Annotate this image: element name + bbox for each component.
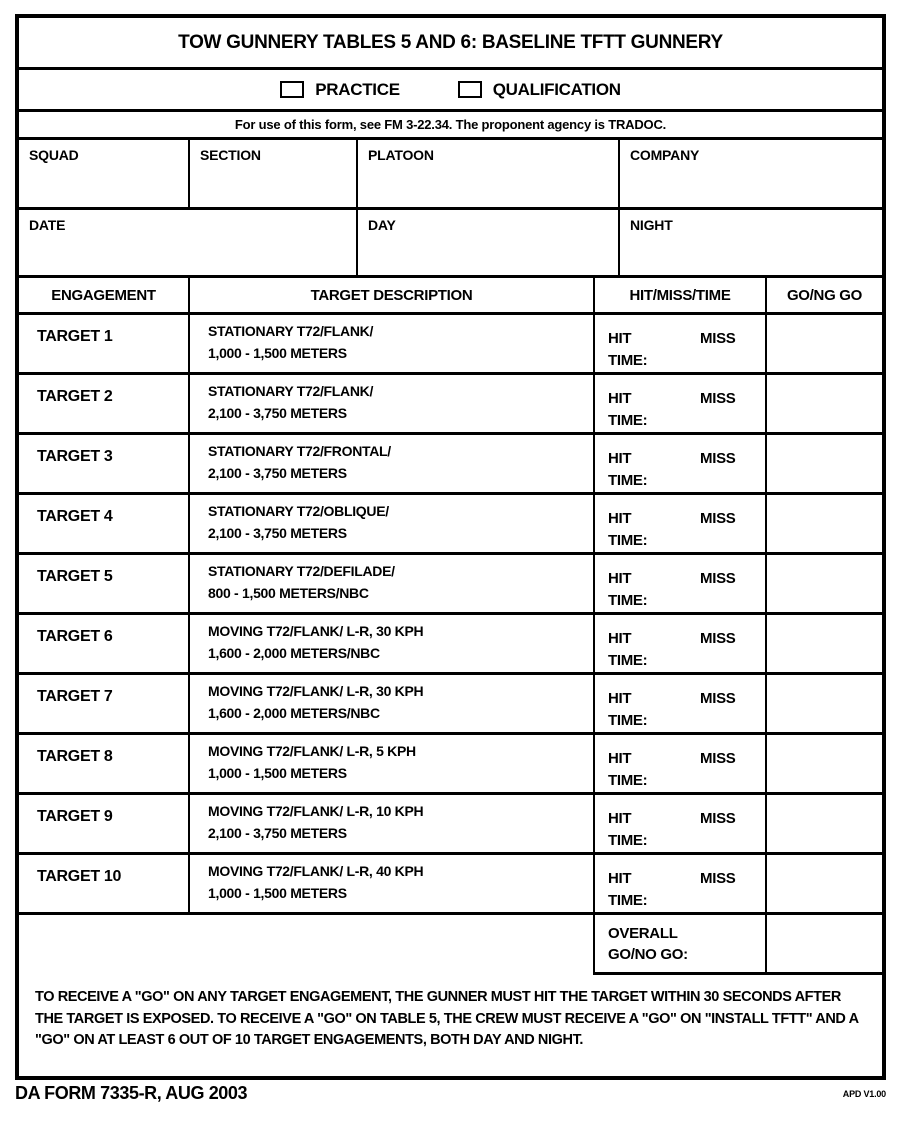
description-line1: STATIONARY T72/DEFILADE/ xyxy=(208,563,395,579)
time-field[interactable]: TIME: xyxy=(608,532,648,549)
miss-option[interactable]: MISS xyxy=(700,330,736,347)
description-line1: MOVING T72/FLANK/ L-R, 30 KPH xyxy=(208,683,424,699)
hit-option[interactable]: HIT xyxy=(608,450,632,467)
engagement-cell xyxy=(19,315,190,372)
description-line1: MOVING T72/FLANK/ L-R, 10 KPH xyxy=(208,803,424,819)
hit-miss-time-cell xyxy=(595,615,767,672)
description-line2: 2,100 - 3,750 METERS xyxy=(208,824,347,841)
hit-miss-time-cell xyxy=(595,375,767,432)
target-row xyxy=(19,795,882,855)
engagement-cell xyxy=(19,735,190,792)
da-form-7335r xyxy=(15,14,886,1080)
description-line2: 1,600 - 2,000 METERS/NBC xyxy=(208,704,380,721)
miss-option[interactable]: MISS xyxy=(700,390,736,407)
engagement-cell xyxy=(19,435,190,492)
miss-option[interactable]: MISS xyxy=(700,810,736,827)
time-field[interactable]: TIME: xyxy=(608,832,648,849)
target-row xyxy=(19,735,882,795)
engagement-cell xyxy=(19,795,190,852)
description-line2: 2,100 - 3,750 METERS xyxy=(208,464,347,481)
description-line1: STATIONARY T72/FRONTAL/ xyxy=(208,443,391,459)
header-hit-miss-time: HIT/MISS/TIME xyxy=(595,278,767,312)
section-field[interactable] xyxy=(190,140,358,207)
miss-option[interactable]: MISS xyxy=(700,630,736,647)
miss-option[interactable]: MISS xyxy=(700,570,736,587)
description-line2: 800 - 1,500 METERS/NBC xyxy=(208,584,369,601)
engagement-label: TARGET 10 xyxy=(37,868,122,885)
practice-checkbox[interactable] xyxy=(280,81,304,98)
hit-option[interactable]: HIT xyxy=(608,330,632,347)
go-no-go-cell[interactable] xyxy=(767,855,882,912)
hit-option[interactable]: HIT xyxy=(608,750,632,767)
miss-option[interactable]: MISS xyxy=(700,870,736,887)
go-no-go-cell[interactable] xyxy=(767,615,882,672)
go-no-go-cell[interactable] xyxy=(767,315,882,372)
target-row xyxy=(19,615,882,675)
target-row xyxy=(19,315,882,375)
go-no-go-cell[interactable] xyxy=(767,435,882,492)
engagement-label: TARGET 9 xyxy=(37,808,113,825)
bottom-section xyxy=(19,915,882,1076)
miss-option[interactable]: MISS xyxy=(700,750,736,767)
mode-selection-row xyxy=(19,70,882,112)
engagement-cell xyxy=(19,855,190,912)
engagement-cell xyxy=(19,495,190,552)
day-label: DAY xyxy=(368,217,396,233)
description-line1: MOVING T72/FLANK/ L-R, 30 KPH xyxy=(208,623,424,639)
miss-option[interactable]: MISS xyxy=(700,690,736,707)
day-field[interactable] xyxy=(358,210,620,275)
description-line1: STATIONARY T72/OBLIQUE/ xyxy=(208,503,389,519)
go-no-go-cell[interactable] xyxy=(767,495,882,552)
go-no-go-cell[interactable] xyxy=(767,735,882,792)
practice-option xyxy=(280,80,400,100)
time-field[interactable]: TIME: xyxy=(608,472,648,489)
target-row xyxy=(19,375,882,435)
hit-miss-time-cell xyxy=(595,435,767,492)
overall-go-no-go-box xyxy=(593,915,882,975)
title-row xyxy=(19,18,882,70)
description-cell xyxy=(190,675,595,732)
hit-option[interactable]: HIT xyxy=(608,570,632,587)
table-header-row xyxy=(19,278,882,315)
engagement-label: TARGET 2 xyxy=(37,388,113,405)
hit-miss-time-cell xyxy=(595,795,767,852)
go-no-go-cell[interactable] xyxy=(767,555,882,612)
description-line1: MOVING T72/FLANK/ L-R, 40 KPH xyxy=(208,863,424,879)
hit-miss-time-cell xyxy=(595,735,767,792)
hit-option[interactable]: HIT xyxy=(608,390,632,407)
description-line2: 2,100 - 3,750 METERS xyxy=(208,404,347,421)
practice-label: PRACTICE xyxy=(315,79,400,99)
time-field[interactable]: TIME: xyxy=(608,412,648,429)
hit-option[interactable]: HIT xyxy=(608,870,632,887)
miss-option[interactable]: MISS xyxy=(700,450,736,467)
time-field[interactable]: TIME: xyxy=(608,652,648,669)
company-label: COMPANY xyxy=(630,147,700,163)
overall-result-cell[interactable] xyxy=(767,915,882,972)
time-field[interactable]: TIME: xyxy=(608,352,648,369)
platoon-field[interactable] xyxy=(358,140,620,207)
engagement-label: TARGET 7 xyxy=(37,688,113,705)
engagement-label: TARGET 3 xyxy=(37,448,113,465)
hit-option[interactable]: HIT xyxy=(608,630,632,647)
squad-field[interactable] xyxy=(19,140,190,207)
time-field[interactable]: TIME: xyxy=(608,712,648,729)
description-line2: 1,000 - 1,500 METERS xyxy=(208,764,347,781)
date-label: DATE xyxy=(29,217,66,233)
target-rows-container xyxy=(19,315,882,915)
description-cell xyxy=(190,435,595,492)
page-footer xyxy=(15,1083,886,1104)
engagement-cell xyxy=(19,615,190,672)
hit-option[interactable]: HIT xyxy=(608,690,632,707)
hit-miss-time-cell xyxy=(595,855,767,912)
description-cell xyxy=(190,315,595,372)
company-field[interactable] xyxy=(620,140,882,207)
description-line2: 2,100 - 3,750 METERS xyxy=(208,524,347,541)
description-line1: STATIONARY T72/FLANK/ xyxy=(208,383,374,399)
hit-miss-time-cell xyxy=(595,495,767,552)
section-label: SECTION xyxy=(200,147,261,163)
engagement-cell xyxy=(19,555,190,612)
miss-option[interactable]: MISS xyxy=(700,510,736,527)
header-go-ng-go: GO/NG GO xyxy=(786,286,863,304)
unit-info-row xyxy=(19,140,882,210)
date-time-row xyxy=(19,210,882,278)
target-row xyxy=(19,855,882,915)
form-title: TOW GUNNERY TABLES 5 AND 6: BASELINE TFTT GUNNERY xyxy=(178,31,723,53)
hit-miss-time-cell xyxy=(595,675,767,732)
night-label: NIGHT xyxy=(630,217,673,233)
target-row xyxy=(19,675,882,735)
go-no-go-cell[interactable] xyxy=(767,375,882,432)
target-row xyxy=(19,555,882,615)
qualification-checkbox[interactable] xyxy=(458,81,482,98)
overall-label-cell xyxy=(595,915,767,972)
hit-miss-time-cell xyxy=(595,555,767,612)
description-cell xyxy=(190,615,595,672)
night-field[interactable] xyxy=(620,210,882,275)
go-no-go-cell[interactable] xyxy=(767,675,882,732)
date-field[interactable] xyxy=(19,210,358,275)
time-field[interactable]: TIME: xyxy=(608,592,648,609)
overall-label-line2: GO/NO GO: xyxy=(608,946,688,963)
header-target-description: TARGET DESCRIPTION xyxy=(190,278,595,312)
qualification-option xyxy=(458,80,621,100)
engagement-label: TARGET 4 xyxy=(37,508,113,525)
hit-option[interactable]: HIT xyxy=(608,510,632,527)
description-cell xyxy=(190,735,595,792)
engagement-cell xyxy=(19,375,190,432)
target-row xyxy=(19,435,882,495)
engagement-label: TARGET 6 xyxy=(37,628,113,645)
description-line1: MOVING T72/FLANK/ L-R, 5 KPH xyxy=(208,743,416,759)
header-engagement: ENGAGEMENT xyxy=(19,278,190,312)
overall-label-line1: OVERALL xyxy=(608,925,678,942)
description-cell xyxy=(190,855,595,912)
scoring-note: TO RECEIVE A "GO" ON ANY TARGET ENGAGEMENT, THE GUNNER MUST HIT THE TARGET WITHIN 30 SECONDS AFTER THE TARGET IS EXPOSED. TO RECEIVE A "GO" ON TABLE 5, THE CREW MUST RECEIVE A "GO" ON "INSTALL TFTT" AND A "GO" ON AT LEAST 6 OUT OF 10 TARGET ENGAGEMENTS, BOTH DAY AND NIGHT. xyxy=(35,989,859,1048)
description-cell xyxy=(190,795,595,852)
instruction-row xyxy=(19,112,882,140)
description-line2: 1,000 - 1,500 METERS xyxy=(208,344,347,361)
target-row xyxy=(19,495,882,555)
platoon-label: PLATOON xyxy=(368,147,434,163)
description-cell xyxy=(190,495,595,552)
engagement-label: TARGET 8 xyxy=(37,748,113,765)
time-field[interactable]: TIME: xyxy=(608,892,648,909)
time-field[interactable]: TIME: xyxy=(608,772,648,789)
description-line1: STATIONARY T72/FLANK/ xyxy=(208,323,374,339)
qualification-label: QUALIFICATION xyxy=(492,79,621,99)
description-line2: 1,600 - 2,000 METERS/NBC xyxy=(208,644,380,661)
form-number: DA FORM 7335-R, AUG 2003 xyxy=(15,1083,248,1103)
hit-miss-time-cell xyxy=(595,315,767,372)
engagement-cell xyxy=(19,675,190,732)
instruction-text: For use of this form, see FM 3-22.34. The proponent agency is TRADOC. xyxy=(234,117,667,132)
description-line2: 1,000 - 1,500 METERS xyxy=(208,884,347,901)
engagement-label: TARGET 1 xyxy=(37,328,113,345)
go-no-go-cell[interactable] xyxy=(767,795,882,852)
hit-option[interactable]: HIT xyxy=(608,810,632,827)
description-cell xyxy=(190,555,595,612)
engagement-label: TARGET 5 xyxy=(37,568,113,585)
apd-version: APD V1.00 xyxy=(842,1089,886,1099)
squad-label: SQUAD xyxy=(29,147,79,163)
description-cell xyxy=(190,375,595,432)
